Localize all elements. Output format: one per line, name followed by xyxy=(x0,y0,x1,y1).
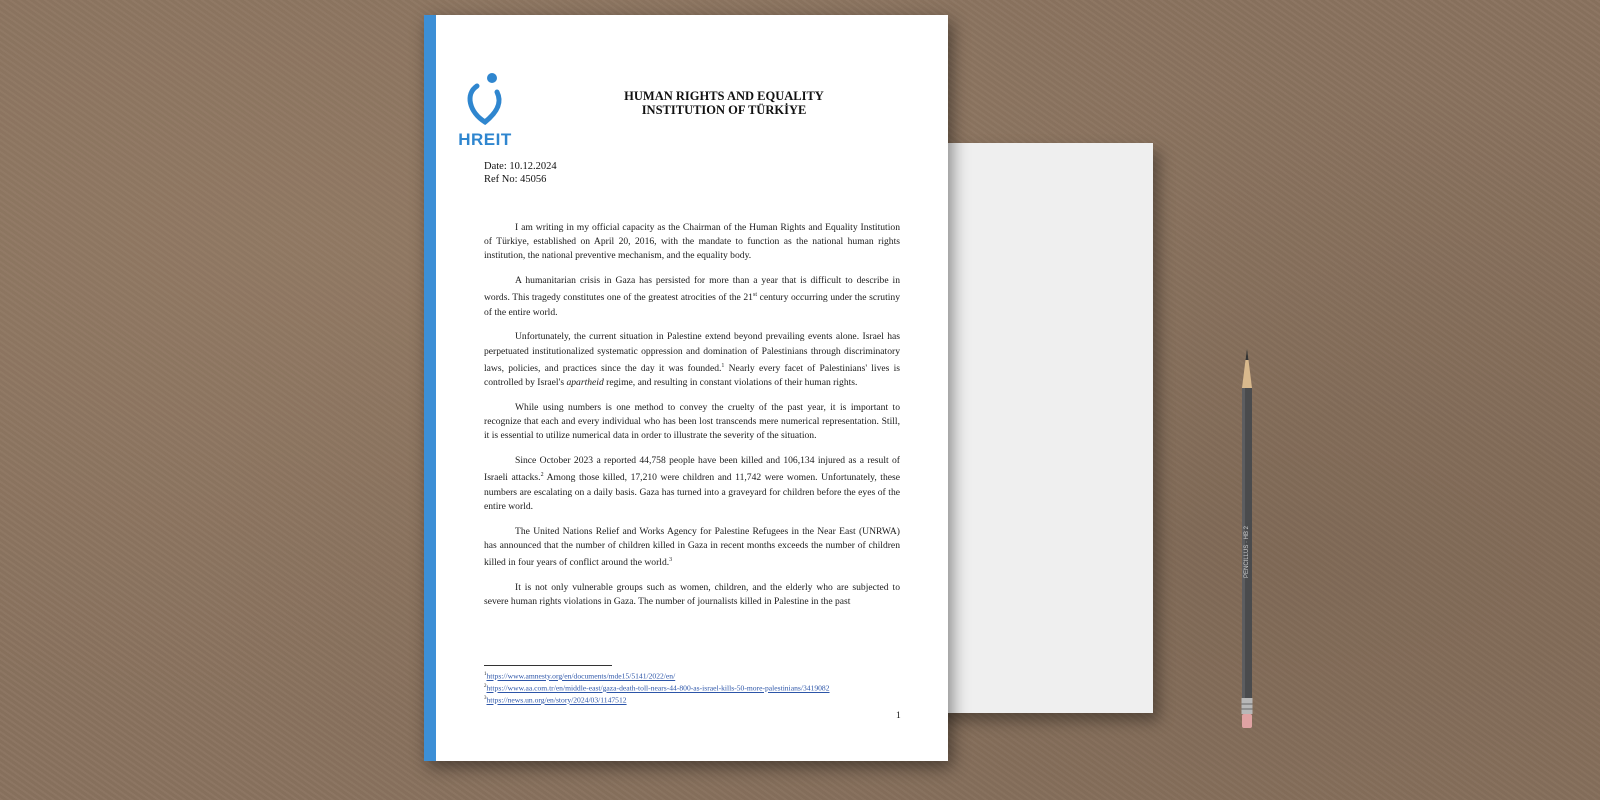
institution-title xyxy=(574,89,874,117)
hreit-logo xyxy=(455,72,515,152)
reference-number: Ref No: 45056 xyxy=(484,174,547,185)
footnotes xyxy=(484,670,830,706)
back-paper-sheet xyxy=(930,143,1153,713)
footnote-1: $^1$https://www.amnesty.org/en/documents/mde15/5141/2022/en/ xyxy=(484,671,676,681)
paragraph-5: Since October 2023 a reported 44,758 people have been killed and 106,134 injured as a result of Israeli attacks.$^2$ Among those killed, 17,210 were children and 11,742 were women. Unfortunately, these numbers are escalating on a daily basis. Gaza has turned into a graveyard for children before the eyes of the entire world. xyxy=(484,455,901,512)
pencil xyxy=(1239,348,1255,738)
paragraph-3: Unfortunately, the current situation in Palestine extend beyond prevailing events alone. Israel has perpetuated institutionalized systematic oppression and domination of Palestinians through discriminatory laws, policies, and practices since the day it was founded.$^1$ Nearly every facet of Palestinians' lives is controlled by Israel's apartheid regime, and resulting in constant violations of their human rights. xyxy=(484,331,900,389)
letter-page xyxy=(424,15,948,761)
heart-person-icon xyxy=(455,72,515,128)
letter-date: Date: 10.12.2024 xyxy=(484,161,557,172)
paragraph-7: It is not only vulnerable groups such as women, children, and the elderly who are subjected to severe human rights violations in Gaza. The number of journalists killed in Palestine in the past xyxy=(484,581,900,608)
footnote-2: $^2$https://www.aa.com.tr/en/middle-east/gaza-death-toll-nears-44-800-as-israel-kills-50-more-palestinians/3419082 xyxy=(484,683,830,693)
footnote-ref-2: 2 xyxy=(540,472,544,479)
footnote-ref-1: 1 xyxy=(721,362,725,369)
title-line-1: HUMAN RIGHTS AND EQUALITY xyxy=(624,89,824,103)
pencil-label: PENCILLUS · HB 2 xyxy=(1244,525,1250,578)
letter-body xyxy=(484,221,900,620)
page-number: 1 xyxy=(896,711,901,721)
paragraph-1: I am writing in my official capacity as the Chairman of the Human Rights and Equality Institution of Türkiye, established on April 20, 2016, with the mandate to function as the national human rights institution, the national preventive mechanism, and the equality body. xyxy=(484,222,900,262)
title-line-2: INSTITUTION OF TÜRKİYE xyxy=(641,103,807,117)
footnote-3: $^3$https://news.un.org/en/story/2024/03/1147512 xyxy=(484,695,627,705)
accent-bar xyxy=(424,15,436,761)
footnote-link-3[interactable]: https://news.un.org/en/story/2024/03/1147512 xyxy=(486,695,627,705)
paragraph-4: While using numbers is one method to convey the cruelty of the past year, it is important to recognize that each and every individual who has been lost transcends mere numerical representation. Still, it is essential to utilize numerical data in order to illustrate the severity of the situation. xyxy=(484,401,900,442)
letter-meta xyxy=(484,160,557,186)
footnote-link-1[interactable]: https://www.amnesty.org/en/documents/mde15/5141/2022/en/ xyxy=(486,671,676,681)
paragraph-2: A humanitarian crisis in Gaza has persisted for more than a year that is difficult to describe in words. This tragedy constitutes one of the greatest atrocities of the 21st century occurring under the scrutiny of the entire world. xyxy=(484,275,900,318)
logo-text: HREIT xyxy=(458,130,512,149)
paragraph-6: The United Nations Relief and Works Agency for Palestine Refugees in the Near East (UNRWA) has announced that the number of children killed in Gaza in recent months exceeds the number of children killed in four years of conflict around the world.$^3$ xyxy=(484,525,900,569)
footnote-ref-3: 3 xyxy=(669,556,673,563)
footnote-divider xyxy=(484,665,612,666)
pencil-icon xyxy=(1239,348,1255,738)
footnote-link-2[interactable]: https://www.aa.com.tr/en/middle-east/gaza-death-toll-nears-44-800-as-israel-kills-50-more-palestinians/3419082 xyxy=(486,683,830,693)
